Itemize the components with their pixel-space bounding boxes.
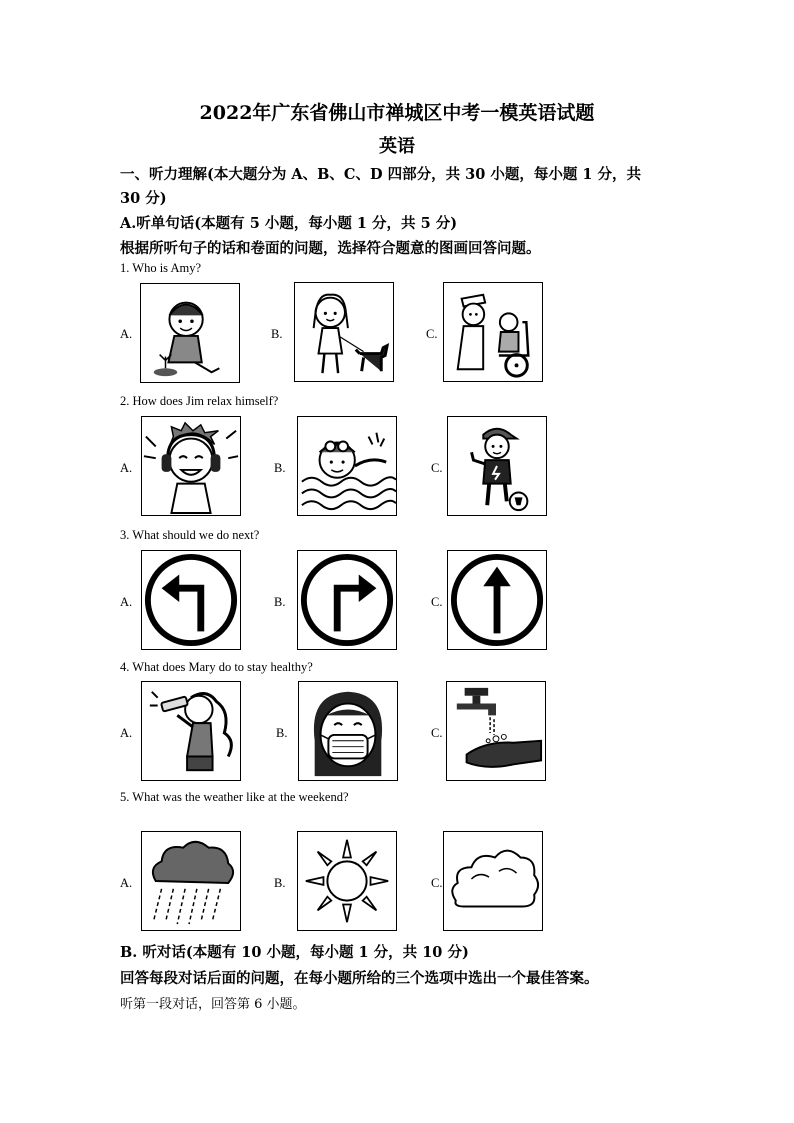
q4-image-c[interactable] [446,681,546,781]
subject-title: 英语 [379,136,415,157]
q2-option-b[interactable]: B. [274,461,286,475]
q1-image-c[interactable] [443,282,543,382]
q2-image-c[interactable] [447,416,547,516]
q2-image-a[interactable] [141,416,241,516]
q5-image-b[interactable] [297,831,397,931]
question-4: 4. What does Mary do to stay healthy? [120,660,313,674]
section1-heading-line2: 30 分) [120,190,167,207]
q3-option-b[interactable]: B. [274,595,286,609]
page-title: 2022年广东省佛山市禅城区中考一模英语试题 [199,102,595,124]
partA-instruction: 根据所听句子的话和卷面的问题，选择符合题意的图画回答问题。 [120,240,541,257]
q2-option-c[interactable]: C. [431,461,443,475]
q4-option-c[interactable]: C. [431,726,443,740]
q3-image-b[interactable] [297,550,397,650]
q2-image-b[interactable] [297,416,397,516]
boy-football-icon [448,417,546,515]
q5-option-b[interactable]: B. [274,876,286,890]
washing-hands-icon [447,682,545,780]
q4-option-b[interactable]: B. [276,726,288,740]
q2-option-a[interactable]: A. [120,461,133,475]
q5-image-a[interactable] [141,831,241,931]
q5-image-c[interactable] [443,831,543,931]
girl-wearing-mask-icon [299,682,397,780]
partB-heading: B. 听对话(本题有 10 小题，每小题 1 分，共 10 分) [120,944,469,961]
q5-option-a[interactable]: A. [120,876,133,890]
question-5: 5. What was the weather like at the weekend? [120,790,349,804]
q3-option-a[interactable]: A. [120,595,133,609]
go-straight-sign-icon [448,551,546,649]
q1-image-a[interactable] [140,283,240,383]
sun-icon [298,832,396,930]
boy-headphones-icon [142,417,240,515]
nurse-with-elderly-icon [444,283,542,381]
cloud-icon [444,832,542,930]
partB-instruction: 回答每段对话后面的问题，在每小题所给的三个选项中选出一个最佳答案。 [120,970,599,987]
turn-left-sign-icon [142,551,240,649]
q4-option-a[interactable]: A. [120,726,133,740]
rain-cloud-icon [142,832,240,930]
q5-option-c[interactable]: C. [431,876,443,890]
q3-option-c[interactable]: C. [431,595,443,609]
question-1: 1. Who is Amy? [120,261,202,275]
q4-image-a[interactable] [141,681,241,781]
partB-note: 听第一段对话，回答第 6 小题。 [120,997,306,1012]
girl-drinking-water-icon [142,682,240,780]
girl-walking-dog-icon [295,283,393,381]
partA-heading: A.听单句话(本题有 5 小题，每小题 1 分，共 5 分) [120,215,458,232]
section1-heading-line1: 一、听力理解(本大题分为 A、B、C、D 四部分，共 30 小题，每小题 1 分，共 [120,166,642,183]
q1-option-a[interactable]: A. [120,327,133,341]
turn-right-sign-icon [298,551,396,649]
q1-image-b[interactable] [294,282,394,382]
q3-image-a[interactable] [141,550,241,650]
q4-image-b[interactable] [298,681,398,781]
boy-swimming-icon [298,417,396,515]
question-2: 2. How does Jim relax himself? [120,394,279,408]
q3-image-c[interactable] [447,550,547,650]
question-3: 3. What should we do next? [120,528,260,542]
q1-option-b[interactable]: B. [271,327,283,341]
q1-option-c[interactable]: C. [426,327,438,341]
girl-planting-icon [141,284,239,382]
